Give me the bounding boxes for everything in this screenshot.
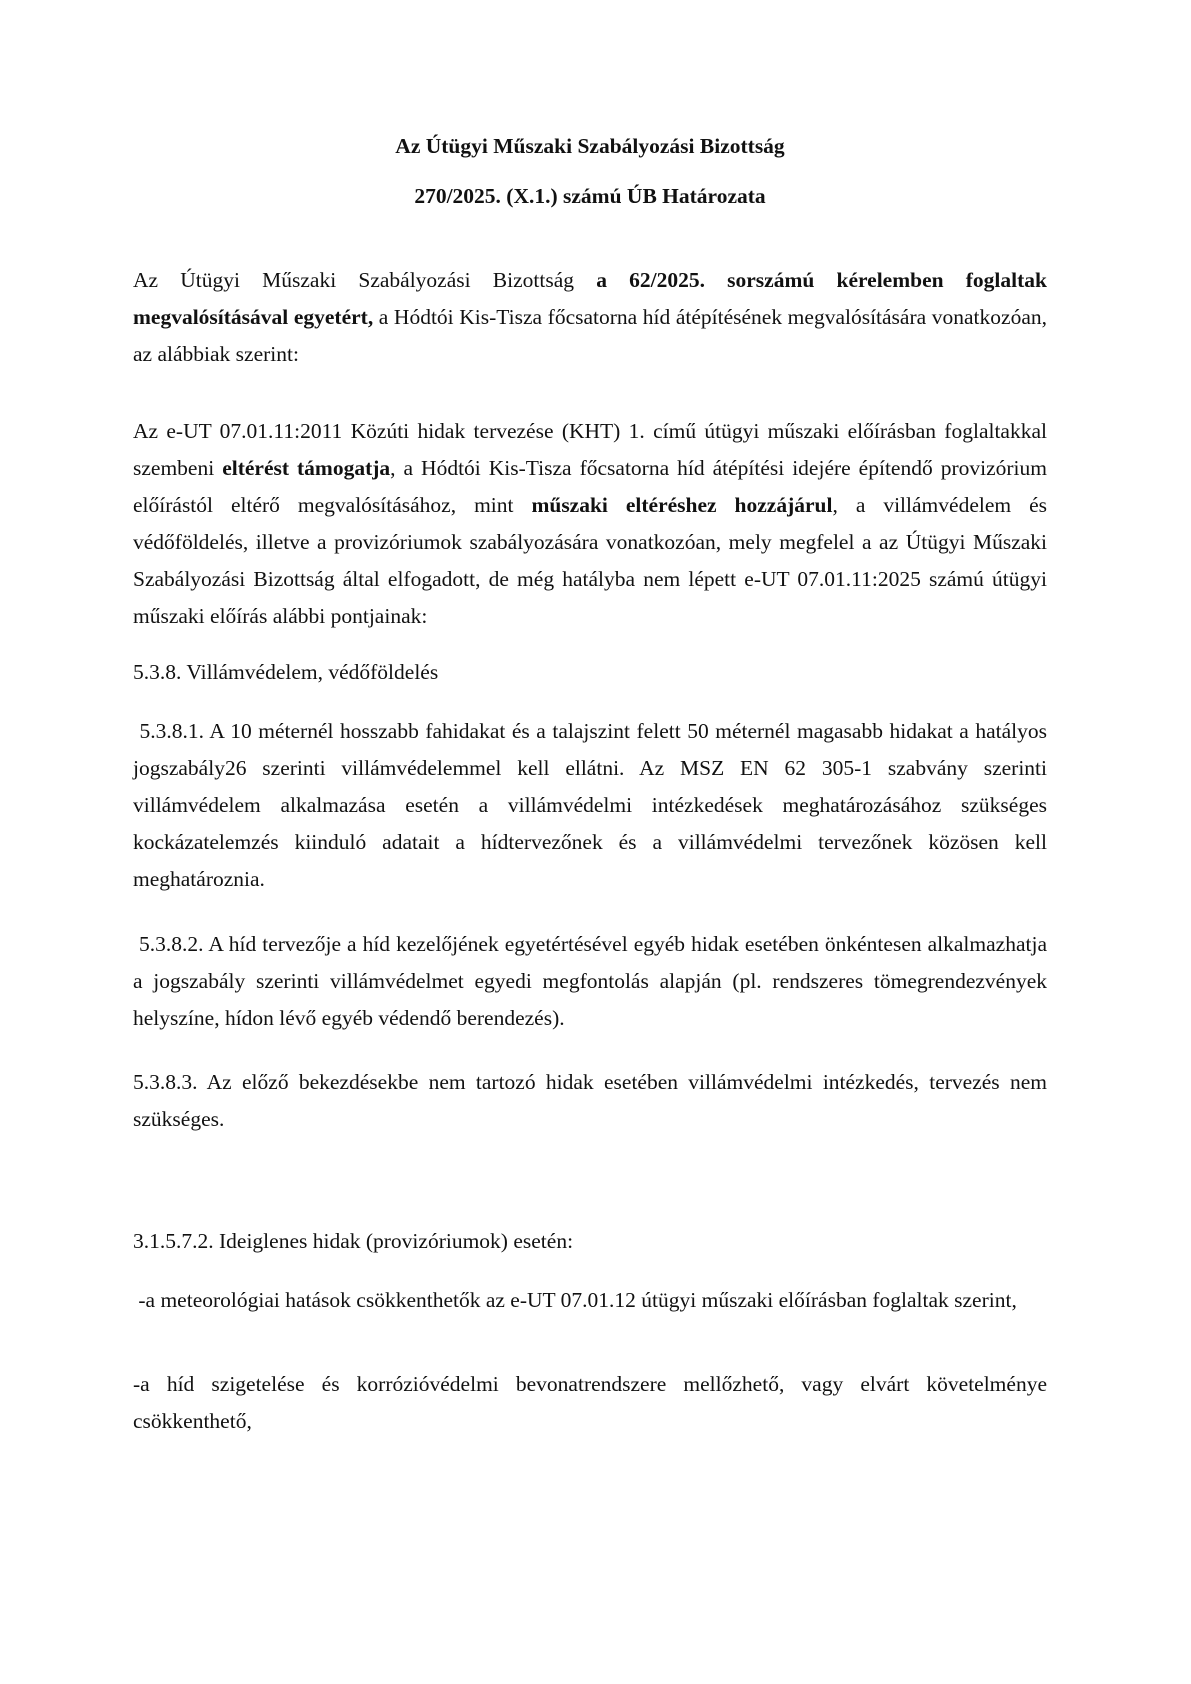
decision-bold-2: műszaki eltéréshez hozzájárul [531,493,833,517]
decision-paragraph [133,413,1047,635]
intro-paragraph [133,262,1047,373]
intro-bold: a 62/2025. sorszámú kérelemben foglaltak megvalósításával egyetért, [133,268,1047,329]
intro-text-1: Az Útügyi Műszaki Szabályozási Bizottság [133,268,597,292]
decision-text-2: , a Hódtói Kis-Tisza főcsatorna híd átépítési idejére építendő provizórium előírástól eltérő megvalósításához, mint [133,456,1047,517]
provisional-item: -a meteorológiai hatások csökkenthetők az e-UT 07.01.12 útügyi műszaki előírásban foglaltak szerint, [133,1288,1017,1312]
clause-5-3-8-1: 5.3.8.1. A 10 méternél hosszabb fahidakat és a talajszint felett 50 méternél magasabb hidakat a hatályos jogszabály26 szerinti villámvédelemmel kell ellátni. Az MSZ EN 62 305-1 szabvány szerinti villámvédelem alkalmazása esetén a villámvédelmi intézkedések meghatározásához szükséges kockázatelemzés kiinduló adatait a hídtervezőnek és a villámvédelmi tervezőnek közösen kell meghatároznia. [133,719,1053,891]
intro-text-2: a Hódtói Kis-Tisza főcsatorna híd átépítésének megvalósítására vonatkozóan, az alábbiak szerint: [133,305,1047,366]
clause-5-3-8-3: 5.3.8.3. Az előző bekezdésekbe nem tartozó hidak esetében villámvédelmi intézkedés, tervezés nem szükséges. [133,1070,1047,1131]
resolution-number: 270/2025. (X.1.) számú ÚB Határozata [414,184,766,208]
provisional-heading: 3.1.5.7.2. Ideiglenes hidak (provizóriumok) esetén: [133,1229,574,1253]
decision-text-3: , a villámvédelem és védőföldelés, illetve a provizóriumok szabályozására vonatkozóan, mely megfelel a az Útügyi Műszaki Szabályozási Bizottság által elfogadott, de még hatályba nem lépett e-UT 07.01.11:2025 számú útügyi műszaki előírás alábbi pontjainak: [133,493,1047,628]
decision-text-1: Az e-UT 07.01.11:2011 Közúti hidak tervezése (KHT) 1. című útügyi műszaki előírásban foglaltakkal szembeni [133,419,1047,480]
provisional-item: -a híd szigetelése és korrózióvédelmi bevonatrendszere mellőzhető, vagy elvárt követelménye csökkenthető, [133,1372,1047,1433]
document-title: Az Útügyi Műszaki Szabályozási Bizottság [395,134,785,158]
section-heading: 5.3.8. Villámvédelem, védőföldelés [133,660,439,684]
clause-5-3-8-2: 5.3.8.2. A híd tervezője a híd kezelőjének egyetértésével egyéb hidak esetében önkéntesen alkalmazhatja a jogszabály szerinti villámvédelmet egyedi megfontolás alapján (pl. rendszeres tömegrendezvények helyszíne, hídon lévő egyéb védendő berendezés). [133,932,1053,1030]
decision-bold-1: eltérést támogatja [222,456,391,480]
